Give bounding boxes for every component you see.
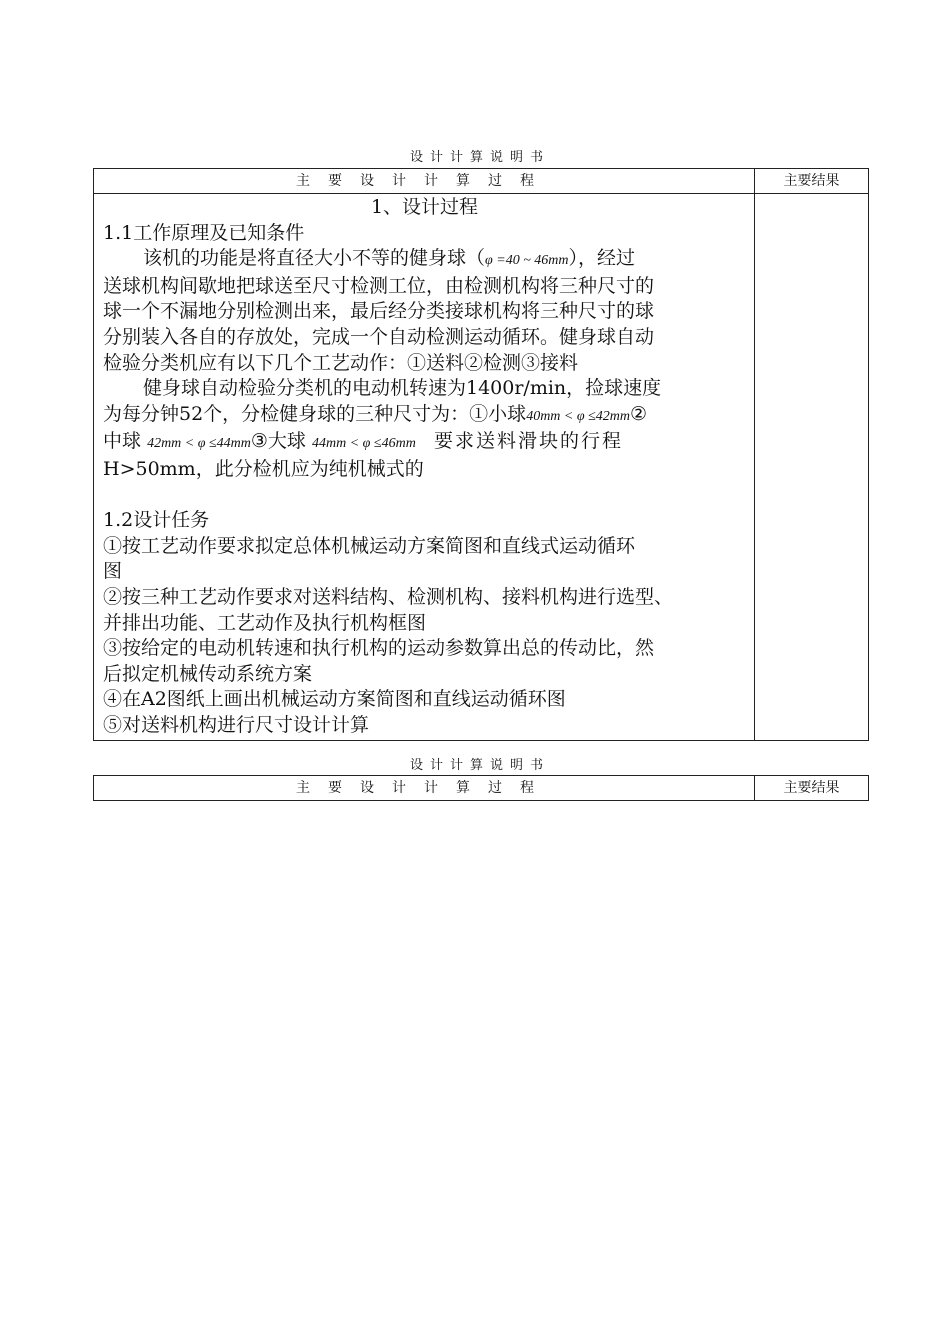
paragraph-line: 中球 42mm < φ ≤44mm③大球 44mm < φ ≤46mm 要求送料滑块的行程 bbox=[103, 430, 623, 453]
process-column-header: 主要设计计算过程 bbox=[94, 169, 755, 194]
section-heading: 1、设计过程 bbox=[370, 196, 479, 218]
results-content-cell bbox=[755, 194, 869, 741]
calculation-table-page-2 bbox=[93, 775, 869, 801]
paragraph-line: 为每分钟52个，分检健身球的三种尺寸为：①小球40mm < φ ≤42mm② bbox=[103, 402, 648, 425]
task-item-2: ②按三种工艺动作要求对送料结构、检测机构、接料机构进行选型、 bbox=[103, 585, 674, 608]
paragraph-line: 球一个不漏地分别检测出来，最后经分类接球机构将三种尺寸的球 bbox=[103, 300, 655, 323]
paragraph-line: 健身球自动检验分类机的电动机转速为1400r/min，捡球速度 bbox=[143, 377, 662, 400]
formula-diameter: φ =40 ~ 46mm bbox=[485, 253, 569, 269]
paragraph-line: 该机的功能是将直径大小不等的健身球（φ =40 ~ 46mm），经过 bbox=[143, 247, 636, 270]
results-column-header: 主要结果 bbox=[755, 169, 869, 194]
blank-line bbox=[103, 483, 746, 509]
task-item-3-cont: 后拟定机械传动系统方案 bbox=[103, 662, 313, 685]
task-item-1-cont: 图 bbox=[103, 560, 123, 583]
task-item-1: ①按工艺动作要求拟定总体机械运动方案简图和直线式运动循环 bbox=[103, 534, 636, 557]
subsection-title-1-2: 1.2设计任务 bbox=[103, 509, 210, 532]
paragraph-line: 检验分类机应有以下几个工艺动作：①送料②检测③接料 bbox=[103, 351, 579, 374]
calculation-table bbox=[93, 168, 869, 741]
formula-small-ball: 40mm < φ ≤42mm bbox=[526, 408, 631, 424]
process-column-header-page-2: 主要设计计算过程 bbox=[94, 776, 755, 801]
results-column-header-page-2: 主要结果 bbox=[755, 776, 869, 801]
task-item-2-cont: 并排出功能、工艺动作及执行机构框图 bbox=[103, 611, 427, 634]
paragraph-line: 送球机构间歇地把球送至尺寸检测工位，由检测机构将三种尺寸的 bbox=[103, 274, 655, 297]
doc-title-page-2: 设计计算说明书 bbox=[409, 758, 550, 773]
subsection-title-1-1: 1.1工作原理及已知条件 bbox=[103, 221, 305, 244]
doc-title: 设计计算说明书 bbox=[409, 150, 550, 165]
paragraph-line: H>50mm，此分检机应为纯机械式的 bbox=[103, 457, 424, 480]
task-item-3: ③按给定的电动机转速和执行机构的运动参数算出总的传动比，然 bbox=[103, 637, 655, 660]
task-item-4: ④在A2图纸上画出机械运动方案简图和直线运动循环图 bbox=[103, 688, 566, 711]
task-item-5: ⑤对送料机构进行尺寸设计计算 bbox=[103, 713, 370, 736]
formula-large-ball: 44mm < φ ≤46mm bbox=[311, 436, 416, 452]
formula-medium-ball: 42mm < φ ≤44mm bbox=[147, 436, 251, 452]
process-content-cell bbox=[94, 194, 755, 741]
paragraph-line: 分别装入各自的存放处，完成一个自动检测运动循环。健身球自动 bbox=[103, 325, 655, 348]
